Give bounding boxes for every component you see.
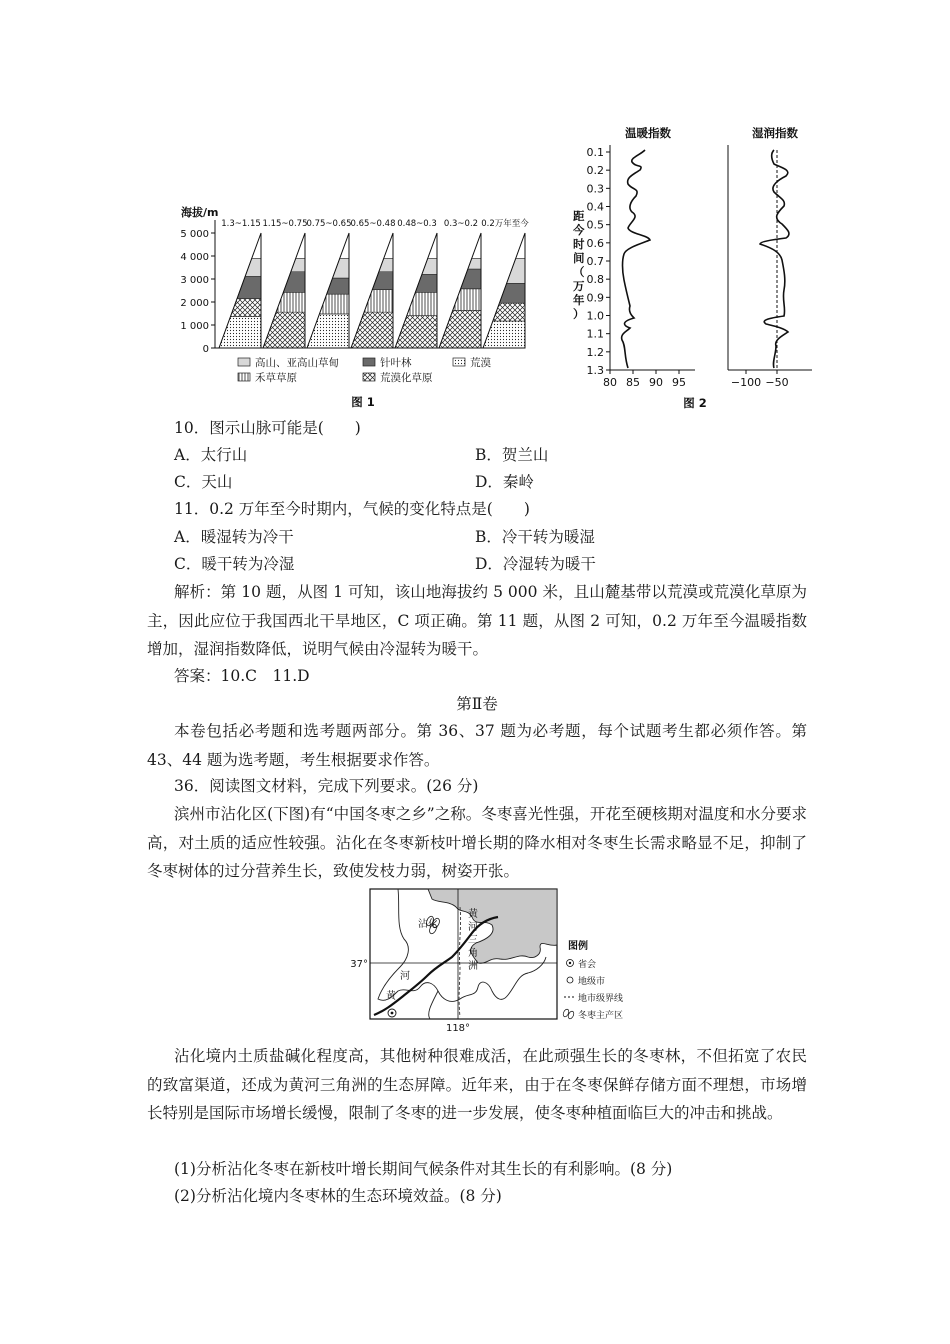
map-label-delta-3: 三 bbox=[468, 935, 478, 946]
vegetation-zone bbox=[333, 258, 349, 278]
fig1-ytick: 1 000 bbox=[180, 321, 209, 332]
fig2-ytick: 0.7 bbox=[586, 255, 604, 268]
q10-stem: 10．图示山脉可能是( ) bbox=[174, 419, 361, 437]
q11-option-c[interactable]: C．暖干转为冷湿 bbox=[174, 555, 295, 573]
legend-desert-steppe: 荒漠化草原 bbox=[380, 372, 433, 384]
fig2-ytick: 0.2 bbox=[586, 164, 604, 178]
vegetation-zone bbox=[319, 294, 349, 314]
svg-text:时: 时 bbox=[573, 237, 585, 251]
fig2-left-title: 温暖指数 bbox=[625, 126, 671, 140]
figure-1 bbox=[175, 200, 535, 412]
figure-2 bbox=[560, 120, 830, 412]
fig1-period-label: 1.15~0.75 bbox=[262, 219, 308, 229]
vegetation-zone bbox=[276, 292, 305, 312]
svg-text:万: 万 bbox=[573, 279, 585, 293]
fig2-ytick: 1.2 bbox=[586, 345, 604, 359]
fig2-right-xtick: −100 bbox=[730, 376, 762, 389]
fig2-ytick: 0.4 bbox=[586, 200, 604, 214]
vegetation-zone bbox=[422, 258, 437, 274]
map-label-delta-2: 河 bbox=[468, 922, 478, 933]
q10-option-b[interactable]: B．贺兰山 bbox=[475, 446, 549, 464]
analysis-text: 解析：第 10 题，从图 1 可知，该山地海拔约 5 000 米，且山麓基带以荒漠或荒漠化草原为主，因此应位于我国西北干旱地区，C 项正确。第 11 题，从图 2 可知，0.2 万年至今温暖指数增加，湿润指数降低，说明气候由冷湿转为暖干。 bbox=[147, 583, 807, 658]
fig2-ytick: 0.6 bbox=[586, 236, 604, 250]
figure-2-diagram bbox=[560, 120, 830, 412]
q36-stem: 36．阅读图文材料，完成下列要求。(26 分) bbox=[174, 777, 479, 795]
vegetation-zone bbox=[507, 258, 525, 283]
humidity-index-curve bbox=[760, 150, 789, 368]
vegetation-zone bbox=[245, 258, 261, 276]
fig2-ytick: 0.9 bbox=[586, 291, 604, 305]
q11-option-b[interactable]: B．冷干转为暖湿 bbox=[475, 528, 595, 546]
fig2-left-xtick: 95 bbox=[672, 376, 686, 389]
map-legend-jujube: 冬枣主产区 bbox=[578, 1011, 624, 1021]
map-legend-city: 地级市 bbox=[578, 977, 606, 987]
map-label-delta-4: 角 bbox=[468, 948, 478, 959]
fig1-period-label: 0.3~0.2 bbox=[443, 219, 479, 229]
legend-jujube-icon bbox=[562, 1008, 575, 1019]
legend-city-icon bbox=[567, 977, 573, 983]
svg-text:间: 间 bbox=[573, 251, 585, 265]
fig1-period-label: 0.2万年至今 bbox=[481, 219, 529, 229]
fig2-ytick: 0.3 bbox=[586, 182, 604, 196]
map-label-delta-1: 黄 bbox=[468, 909, 478, 920]
fig1-ytick: 4 000 bbox=[180, 252, 209, 263]
fig2-caption: 图 2 bbox=[683, 396, 707, 410]
zhanhua-map bbox=[350, 887, 648, 1035]
fig2-left-xtick: 90 bbox=[649, 376, 663, 389]
fig1-ytick: 2 000 bbox=[180, 298, 209, 309]
vegetation-zone bbox=[439, 310, 481, 348]
svg-text:（: （ bbox=[573, 265, 585, 279]
q36-subquestion-2: (2)分析沾化境内冬枣林的生态环境效益。(8 分) bbox=[174, 1187, 502, 1205]
legend-meadow: 高山、亚高山草甸 bbox=[255, 357, 339, 369]
fig2-right-xtick: −50 bbox=[765, 376, 789, 389]
fig1-period-label: 0.48~0.3 bbox=[397, 219, 437, 229]
answer-text: 答案：10.C 11.D bbox=[174, 667, 310, 685]
fig1-period-label: 0.75~0.65 bbox=[306, 219, 352, 229]
vegetation-zone bbox=[230, 299, 261, 317]
fig2-ytick: 1.3 bbox=[586, 364, 604, 377]
vegetation-zone bbox=[461, 269, 481, 289]
svg-text:今: 今 bbox=[573, 223, 585, 237]
fig2-ytick: 0.1 bbox=[586, 146, 604, 159]
fig1-period-label: 0.65~0.48 bbox=[350, 219, 396, 229]
map-lat-label: 37° bbox=[350, 959, 368, 970]
legend-conifer: 针叶林 bbox=[380, 357, 412, 369]
svg-text:距: 距 bbox=[573, 209, 585, 223]
map-label-river-2: 黄 bbox=[386, 991, 396, 1002]
fig2-left-xtick: 80 bbox=[603, 376, 617, 389]
map-label-delta-5: 洲 bbox=[468, 961, 478, 972]
map-lon-label: 118° bbox=[445, 1023, 471, 1034]
svg-text:年: 年 bbox=[573, 293, 585, 307]
map-legend-title: 图例 bbox=[568, 941, 588, 952]
legend-desert: 荒漠 bbox=[470, 357, 491, 369]
fig1-ytick: 0 bbox=[202, 344, 209, 355]
q11-stem: 11．0.2 万年至今时期内，气候的变化特点是( ) bbox=[174, 500, 530, 518]
q11-option-a[interactable]: A．暖湿转为冷干 bbox=[174, 528, 294, 546]
section-title: 第Ⅱ卷 bbox=[456, 695, 498, 713]
fig2-right-title: 湿润指数 bbox=[752, 126, 798, 140]
q10-option-c[interactable]: C．天山 bbox=[174, 473, 233, 491]
fig2-ytick: 0.8 bbox=[586, 273, 604, 287]
fig1-period-label: 1.3~1.15 bbox=[221, 219, 261, 229]
svg-text:）: ） bbox=[573, 307, 585, 321]
vegetation-zone bbox=[219, 317, 261, 348]
legend-steppe: 禾草草原 bbox=[255, 372, 297, 384]
fig1-caption: 图 1 bbox=[351, 395, 375, 409]
map-label-zhanhua: 沾化 bbox=[418, 919, 438, 930]
warmth-index-curve bbox=[622, 150, 650, 368]
fig2-left-xtick: 85 bbox=[626, 376, 640, 389]
map-legend-capital: 省会 bbox=[578, 960, 597, 970]
q36-subquestion-1: (1)分析沾化冬枣在新枝叶增长期间气候条件对其生长的有利影响。(8 分) bbox=[174, 1160, 673, 1178]
fig1-ytick: 3 000 bbox=[180, 275, 209, 286]
section-intro: 本卷包括必考题和选考题两部分。第 36、37 题为必考题，每个试题考生都必须作答。第 43、44 题为选考题，考生根据要求作答。 bbox=[147, 722, 807, 769]
vegetation-zone bbox=[483, 321, 525, 348]
fig1-ylabel: 海拔/m bbox=[181, 206, 219, 219]
fig2-ytick: 0.5 bbox=[586, 218, 604, 232]
fig2-ytick: 1.0 bbox=[586, 309, 604, 323]
q11-option-d[interactable]: D．冷湿转为暖干 bbox=[475, 555, 596, 573]
fig2-ylabel bbox=[572, 209, 585, 321]
vegetation-zone bbox=[493, 303, 525, 321]
fig2-ytick: 1.1 bbox=[586, 327, 604, 341]
fig1-ytick: 5 000 bbox=[180, 229, 209, 240]
q10-option-a[interactable]: A．太行山 bbox=[174, 446, 248, 464]
q36-paragraph-2: 沾化境内土质盐碱化程度高，其他树种很难成活，在此顽强生长的冬枣林，不但拓宽了农民的致富渠道，还成为黄河三角洲的生态屏障。近年来，由于在冬枣保鲜存储方面不理想，市场增长特别是国际市场增长缓慢，限制了冬枣的进一步发展，使冬枣种植面临巨大的冲击和挑战。 bbox=[147, 1047, 807, 1122]
map-legend-boundary: 地市级界线 bbox=[578, 994, 624, 1004]
figure-1-diagram bbox=[175, 200, 535, 412]
q10-option-d[interactable]: D．秦岭 bbox=[475, 473, 534, 491]
map-label-river-1: 河 bbox=[400, 971, 410, 982]
q36-paragraph-1: 滨州市沾化区(下图)有“中国冬枣之乡”之称。冬枣喜光性强，开花至硬核期对温度和水分要求高，对土质的适应性较强。沾化在冬枣新枝叶增长期的降水相对冬枣生长需求略显不足，抑制了冬枣树体的过分营养生长，致使发枝力弱，树姿开张。 bbox=[147, 805, 807, 880]
